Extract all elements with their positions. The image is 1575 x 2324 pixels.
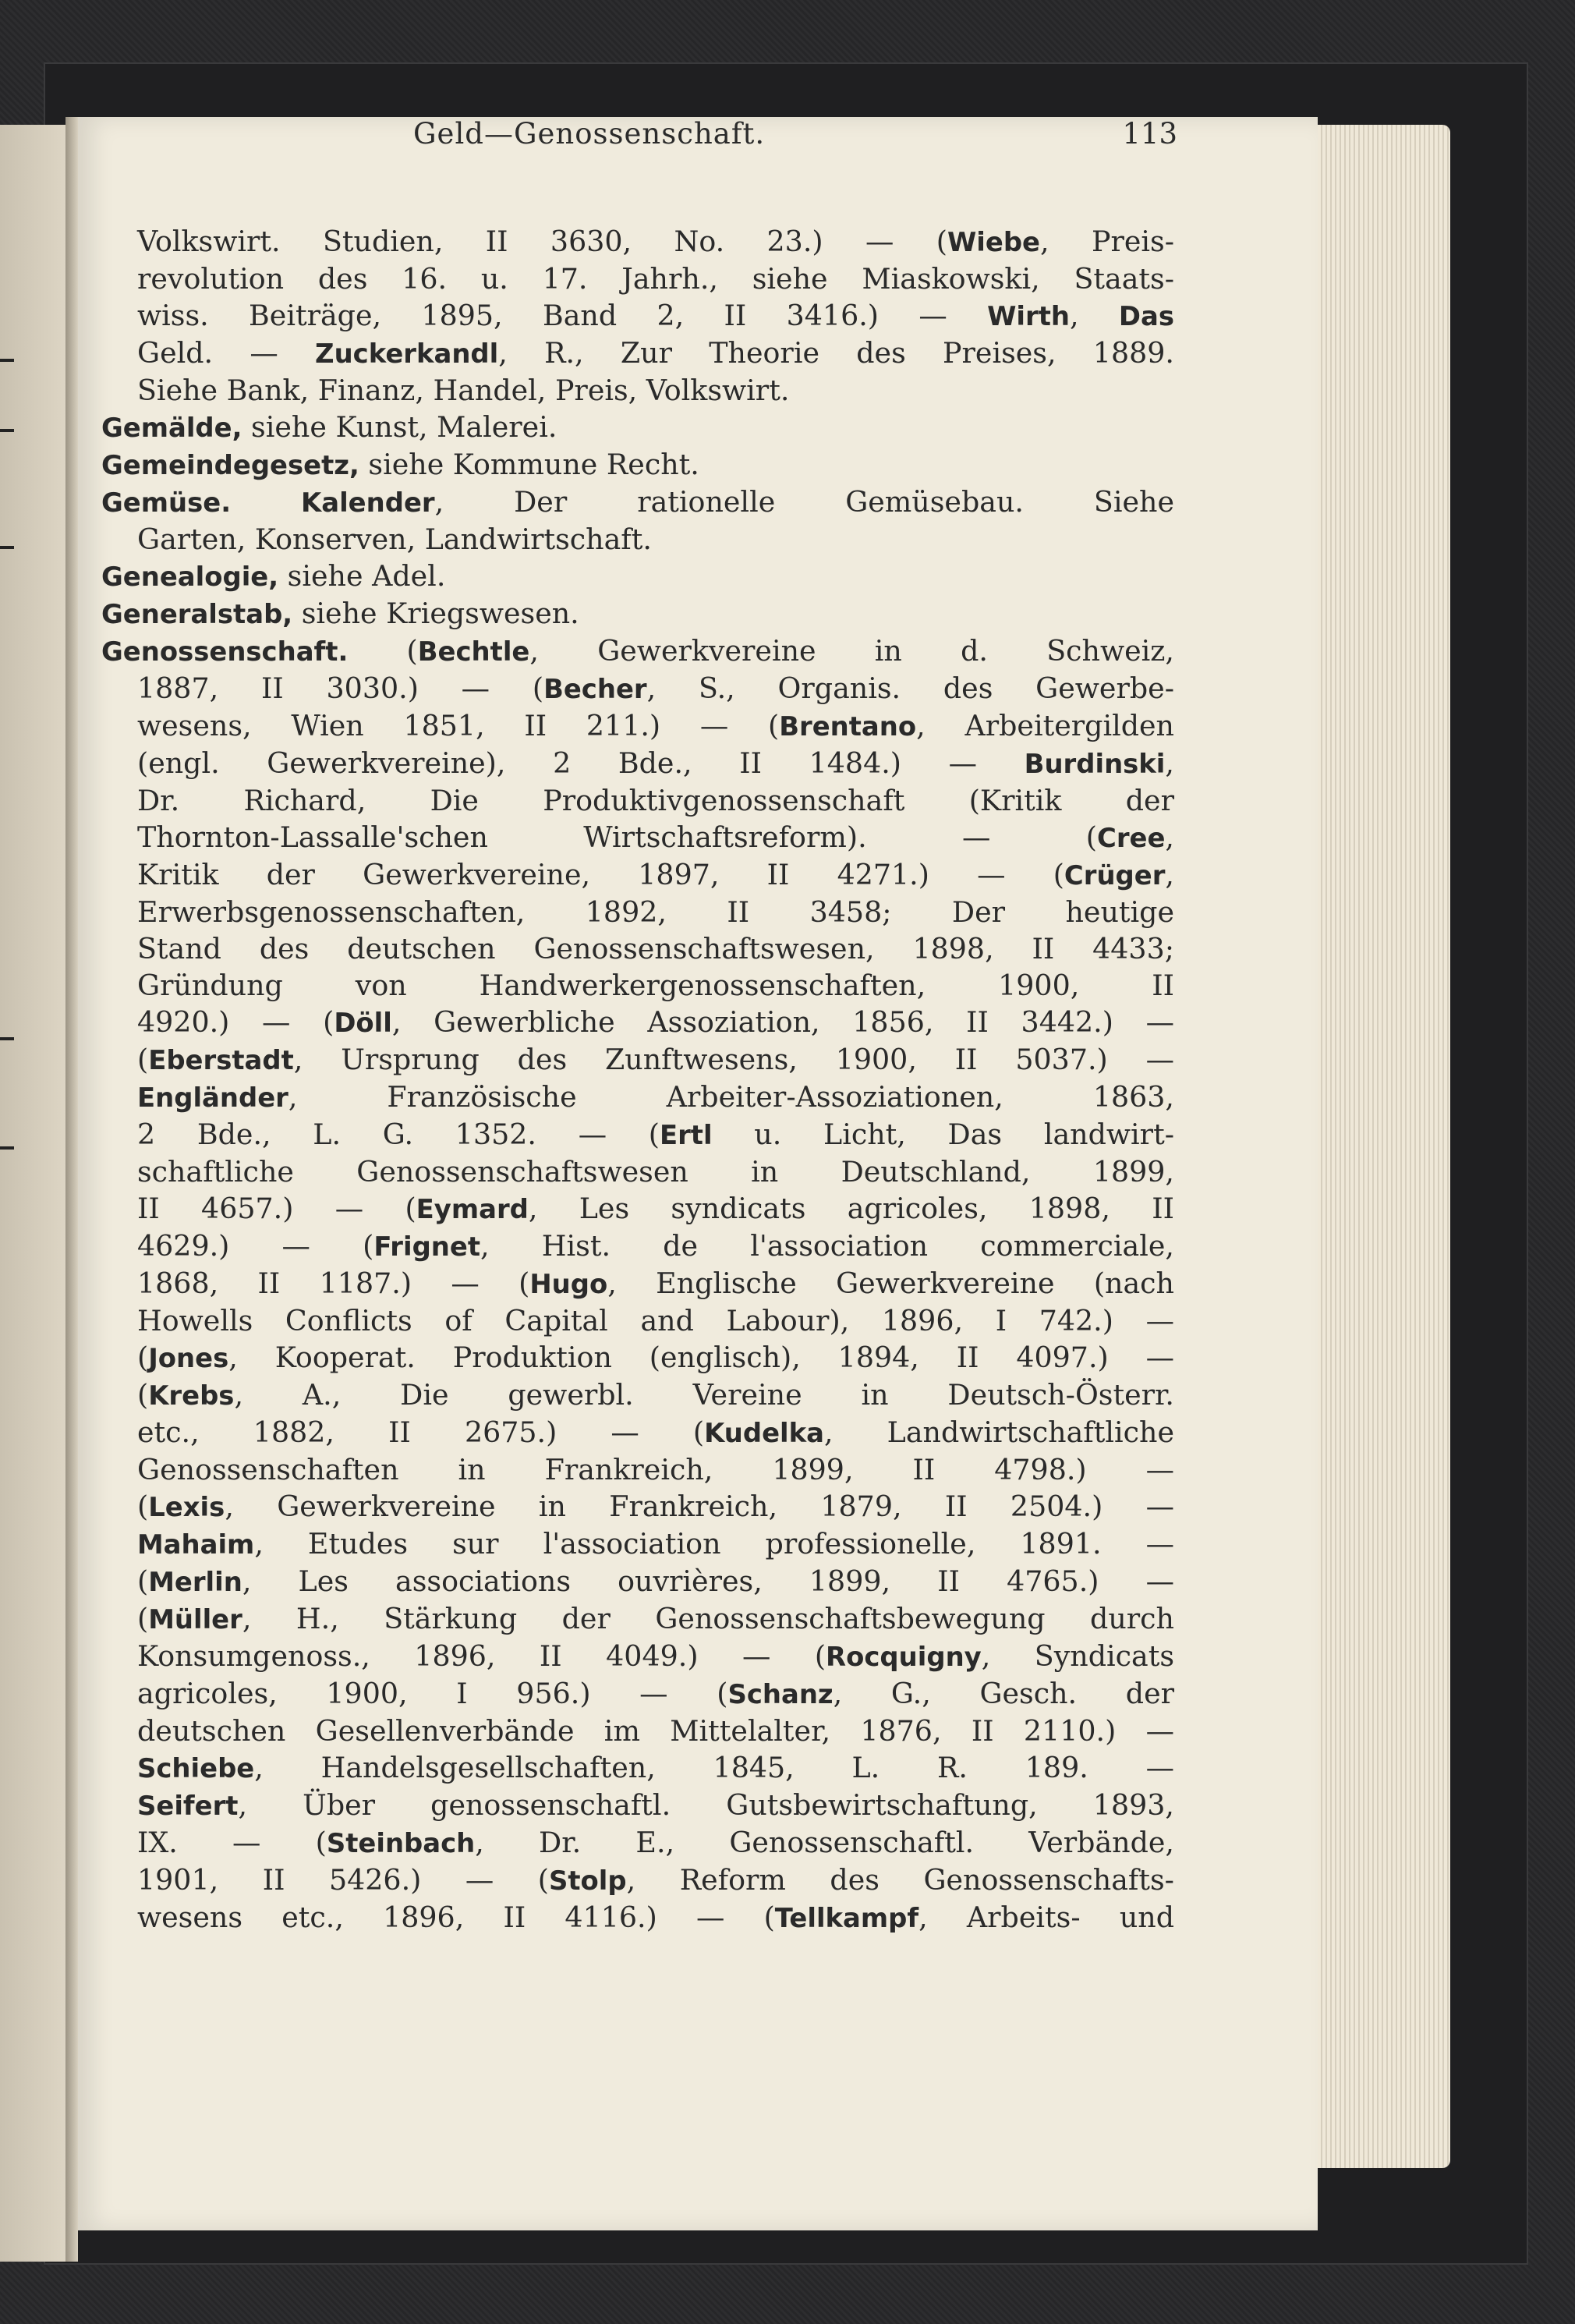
text-run: 4920.) — ( (137, 1005, 334, 1039)
bold-term: Lexis (148, 1492, 225, 1522)
left-page-edge (0, 125, 65, 2262)
text-line (137, 1600, 1174, 1638)
text-run: , Gewerkvereine in d. Schweiz, (529, 634, 1175, 668)
bold-term: Tellkampf (774, 1903, 919, 1933)
text-line (137, 1675, 1174, 1713)
bold-term: Cree (1096, 823, 1166, 853)
left-page-text-fragment (0, 546, 14, 549)
text-run: , (1165, 820, 1174, 854)
text-run: , (1165, 746, 1174, 780)
bold-term: Mahaim (137, 1529, 255, 1560)
text-run: , R., Zur Theorie des Preises, 1889. (498, 336, 1174, 370)
text-line (137, 521, 1174, 558)
bold-term: Müller (148, 1604, 242, 1635)
bold-term: Gemeindegesetz, (101, 450, 359, 480)
text-run: siehe Kunst, Malerei. (242, 410, 557, 444)
text-line (137, 745, 1174, 782)
text-run: (engl. Gewerkvereine), 2 Bde., II 1484.) — (137, 746, 1025, 780)
text-line (137, 1713, 1174, 1749)
text-run: Geld. — (137, 336, 316, 370)
text-line (137, 1563, 1174, 1600)
text-run: 4629.) — ( (137, 1229, 374, 1263)
text-run: ( (348, 634, 418, 668)
text-run: , (1165, 858, 1174, 891)
left-page-text-fragment (0, 359, 14, 362)
text-run: , (1070, 299, 1119, 332)
text-line (137, 1525, 1174, 1563)
text-line (137, 1787, 1174, 1824)
text-line (137, 1414, 1174, 1451)
index-entry-line (101, 595, 1174, 632)
text-run: Garten, Konserven, Landwirtschaft. (137, 523, 652, 556)
bold-term: Burdinski (1024, 749, 1166, 779)
text-run: agricoles, 1900, I 956.) — ( (137, 1677, 728, 1710)
text-line (137, 1899, 1174, 1936)
text-run: schaftliche Genossenschaftswesen in Deutschland, 1899, (137, 1155, 1174, 1189)
text-run: Siehe Bank, Finanz, Handel, Preis, Volkswirt. (137, 374, 790, 407)
text-run: 1901, II 5426.) — ( (137, 1863, 549, 1897)
text-run: , Der rationelle Gemüsebau. Siehe (434, 485, 1174, 519)
text-line (137, 1749, 1174, 1787)
text-line (137, 930, 1174, 967)
text-run: ( (137, 1378, 149, 1412)
text-run: Erwerbsgenossenschaften, 1892, II 3458; Der heutige (137, 895, 1174, 929)
text-run: , Etudes sur l'association professionelle, 1891. — (254, 1527, 1174, 1561)
bold-term: Steinbach (326, 1828, 476, 1858)
text-line (137, 260, 1174, 297)
text-run: , A., Die gewerbl. Vereine in Deutsch-Österr. (234, 1378, 1174, 1412)
page-header (413, 117, 1177, 164)
bold-term: Frignet (373, 1231, 481, 1262)
text-run: siehe Kriegswesen. (292, 597, 579, 630)
bold-term: Hugo (529, 1269, 608, 1299)
bold-term: Zuckerkandl (315, 338, 499, 369)
text-run: , Englische Gewerkvereine (nach (607, 1267, 1174, 1300)
text-run: Volkswirt. Studien, II 3630, No. 23.) — ( (137, 225, 947, 258)
text-run: 2 Bde., L. G. 1352. — ( (137, 1118, 660, 1151)
text-run: Gründung von Handwerkergenossenschaften, 1900, II (137, 969, 1174, 1002)
text-run: ( (137, 1341, 149, 1374)
page-edges-stack (1318, 125, 1450, 2168)
text-line (137, 1488, 1174, 1525)
text-line (137, 894, 1174, 930)
text-run: Thornton-Lassalle'schen Wirtschaftsreform). — ( (137, 820, 1097, 854)
text-run: Howells Conflicts of Capital and Labour), 1896, I 742.) — (137, 1304, 1174, 1337)
text-line (137, 1638, 1174, 1675)
bold-term: Generalstab, (101, 599, 293, 629)
text-line (137, 372, 1174, 409)
text-run: ( (137, 1564, 149, 1598)
text-line (137, 1004, 1174, 1041)
text-run: , Ursprung des Zunftwesens, 1900, II 5037.) — (293, 1043, 1174, 1076)
text-run: siehe Adel. (278, 559, 446, 593)
text-line (137, 856, 1174, 894)
text-run: , Hist. de l'association commerciale, (480, 1229, 1174, 1263)
bold-term: Ertl (660, 1120, 713, 1150)
text-line (137, 1824, 1174, 1862)
bold-term: Krebs (148, 1380, 235, 1411)
text-line (137, 1451, 1174, 1488)
text-run: , Arbeitergilden (916, 709, 1174, 742)
text-line (137, 1862, 1174, 1899)
text-line (137, 223, 1174, 260)
text-run: Dr. Richard, Die Produktivgenossenschaft (Kritik der (137, 784, 1174, 817)
text-line (137, 1079, 1174, 1116)
text-run: , Les associations ouvrières, 1899, II 4765.) — (242, 1564, 1174, 1598)
bold-term: Eberstadt (148, 1045, 294, 1075)
text-run: etc., 1882, II 2675.) — ( (137, 1415, 705, 1449)
text-line (137, 819, 1174, 856)
text-line (137, 670, 1174, 707)
index-text-block (101, 223, 1175, 1936)
text-run: siehe Kommune Recht. (359, 448, 699, 481)
bold-term: Genealogie, (101, 562, 279, 592)
text-run: ( (137, 1490, 149, 1523)
bold-term: Stolp (548, 1865, 627, 1896)
text-run: , Gewerbliche Assoziation, 1856, II 3442.) — (391, 1005, 1174, 1039)
left-page-text-fragment (0, 429, 14, 432)
text-run: IX. — ( (137, 1826, 327, 1859)
text-run: u. Licht, Das landwirt- (712, 1118, 1174, 1151)
text-run: , Über genossenschaftl. Gutsbewirtschaftung, 1893, (238, 1788, 1174, 1822)
bold-term: Das (1118, 301, 1174, 331)
text-line (137, 1153, 1174, 1190)
text-run: wesens etc., 1896, II 4116.) — ( (137, 1901, 775, 1934)
page-number: 113 (1122, 117, 1177, 151)
bold-term: Eymard (416, 1194, 529, 1224)
text-run: Konsumgenoss., 1896, II 4049.) — ( (137, 1639, 826, 1673)
text-line (137, 1339, 1174, 1376)
text-line (137, 335, 1174, 372)
text-line (137, 782, 1174, 819)
text-run: , Französische Arbeiter-Assoziationen, 1863, (288, 1080, 1174, 1114)
bold-term: Brentano (779, 711, 917, 742)
bold-term: Kalender (301, 487, 435, 518)
text-run: , Les syndicats agricoles, 1898, II (528, 1192, 1174, 1225)
text-run: , Syndicats (981, 1639, 1174, 1673)
text-line (137, 1265, 1174, 1302)
bold-term: Becher (543, 674, 647, 704)
text-run: , Handelsgesellschaften, 1845, L. R. 189. — (254, 1751, 1174, 1784)
bold-term: Wiebe (947, 227, 1041, 257)
text-run: revolution des 16. u. 17. Jahrh., siehe Miaskowski, Staats- (137, 262, 1174, 296)
text-run: , S., Organis. des Gewerbe- (646, 671, 1174, 705)
text-line (137, 707, 1174, 745)
text-run: 1868, II 1187.) — ( (137, 1267, 530, 1300)
running-title: Geld—Genossenschaft. (413, 117, 766, 151)
bold-term: Engländer (137, 1082, 288, 1113)
text-run: , Kooperat. Produktion (englisch), 1894, II 4097.) — (228, 1341, 1174, 1374)
text-line (137, 1116, 1174, 1153)
text-line (137, 1376, 1174, 1414)
bold-term: Döll (334, 1008, 392, 1038)
left-page-text-fragment (0, 1037, 14, 1040)
text-run: , H., Stärkung der Genossenschaftsbewegung durch (242, 1602, 1174, 1635)
text-line (137, 1228, 1174, 1265)
bold-term: Rocquigny (826, 1642, 982, 1672)
text-run: 1887, II 3030.) — ( (137, 671, 544, 705)
text-run: wiss. Beiträge, 1895, Band 2, II 3416.) — (137, 299, 988, 332)
text-line (137, 1302, 1174, 1339)
index-entry-line (101, 446, 1174, 484)
text-line (137, 1190, 1174, 1228)
bold-term: Seifert (137, 1791, 239, 1821)
text-run: ( (137, 1043, 149, 1076)
text-run: deutschen Gesellenverbände im Mittelalter, 1876, II 2110.) — (137, 1714, 1174, 1748)
text-run: , Arbeits- und (918, 1901, 1174, 1934)
index-entry-line (101, 484, 1174, 521)
text-run: Genossenschaften in Frankreich, 1899, II 4798.) — (137, 1453, 1174, 1486)
index-entry-line (101, 409, 1174, 446)
bold-term: Merlin (148, 1567, 242, 1597)
left-page-text-fragment (0, 1146, 14, 1150)
text-run: II 4657.) — ( (137, 1192, 416, 1225)
bold-term: Schiebe (137, 1753, 255, 1784)
text-run: , Dr. E., Genossenschaftl. Verbände, (475, 1826, 1174, 1859)
text-line (137, 967, 1174, 1004)
bold-term: Genossenschaft. (101, 636, 349, 667)
text-run (231, 485, 301, 519)
book-gutter (65, 117, 78, 2262)
text-run: , Reform des Genossenschafts- (626, 1863, 1174, 1897)
text-run: wesens, Wien 1851, II 211.) — ( (137, 709, 780, 742)
text-run: Kritik der Gewerkvereine, 1897, II 4271.) — ( (137, 858, 1064, 891)
bold-term: Schanz (727, 1679, 834, 1709)
text-line (137, 1041, 1174, 1079)
index-entry-line (101, 558, 1174, 595)
text-run: , Gewerkvereine in Frankreich, 1879, II 2504.) — (225, 1490, 1174, 1523)
text-line (137, 297, 1174, 335)
bold-term: Kudelka (704, 1418, 824, 1448)
text-run: , G., Gesch. der (833, 1677, 1175, 1710)
bold-term: Crüger (1064, 860, 1166, 891)
bold-term: Bechtle (417, 636, 530, 667)
text-run: , Landwirtschaftliche (824, 1415, 1174, 1449)
bold-term: Gemüse. (101, 487, 232, 518)
text-run: Stand des deutschen Genossenschaftswesen, 1898, II 4433; (137, 932, 1174, 965)
index-entry-line (101, 632, 1174, 670)
bold-term: Jones (148, 1343, 229, 1373)
bold-term: Wirth (987, 301, 1070, 331)
bold-term: Gemälde, (101, 413, 242, 443)
text-run: ( (137, 1602, 149, 1635)
text-run: , Preis- (1040, 225, 1174, 258)
